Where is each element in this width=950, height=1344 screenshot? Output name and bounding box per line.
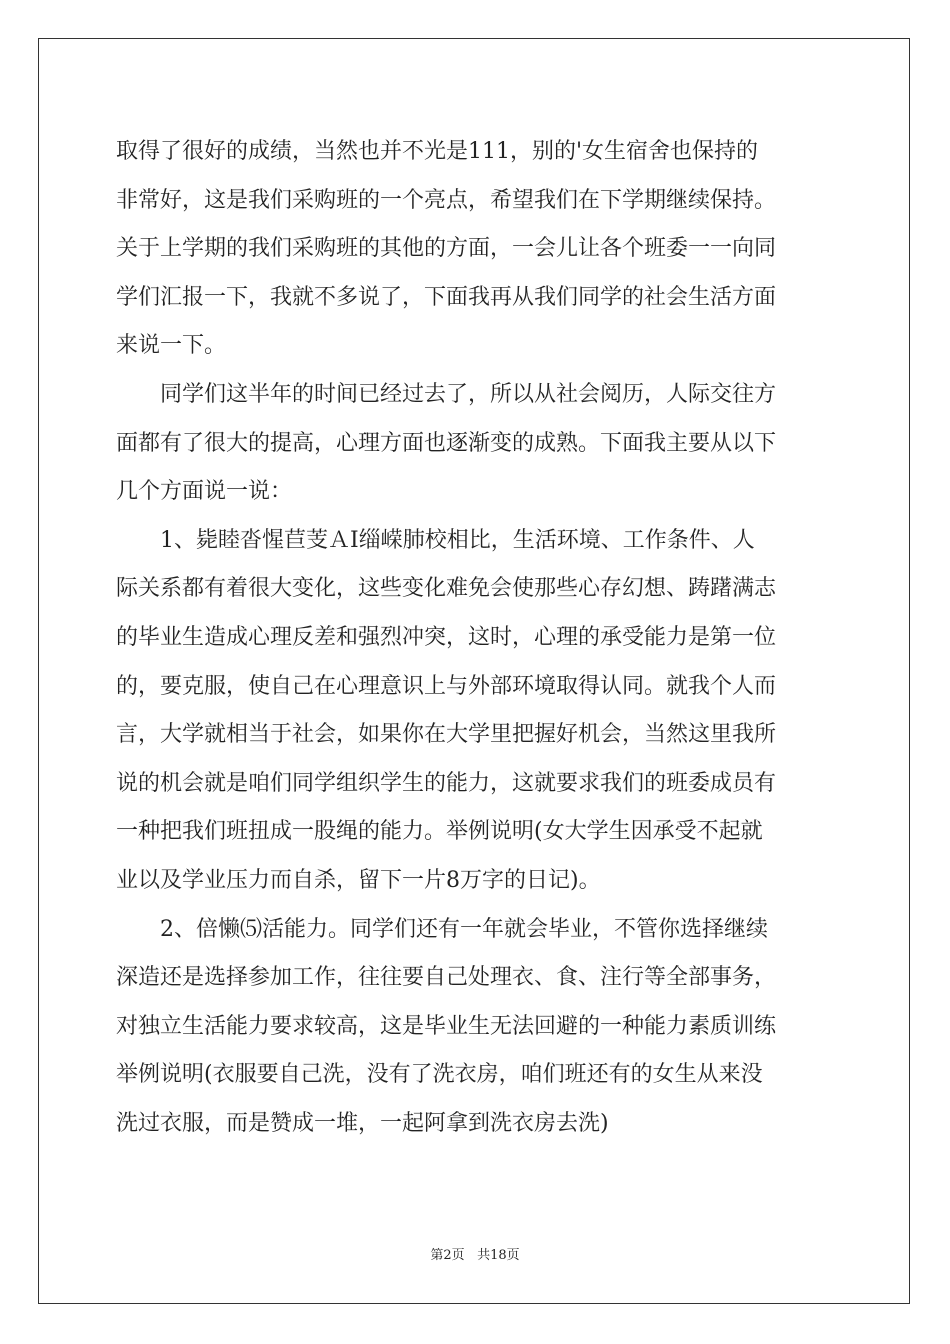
text-line: 面都有了很大的提高，心理方面也逐渐变的成熟。下面我主要从以下 [116, 430, 777, 456]
text-line: 言，大学就相当于社会，如果你在大学里把握好机会，当然这里我所 [116, 722, 777, 748]
paragraph [116, 128, 836, 371]
page-footer [0, 1244, 950, 1263]
paragraph [116, 517, 836, 906]
page-number: 第2页 [430, 1248, 465, 1263]
text-line: 际关系都有着很大变化，这些变化难免会使那些心存幻想、踌躇满志 [116, 576, 777, 602]
text-line: 一种把我们班扭成一股绳的能力。举例说明(女大学生因承受不起就 [116, 819, 763, 845]
text-line: 说的机会就是咱们同学组织学生的能力，这就要求我们的班委成员有 [116, 770, 777, 796]
text-line: 深造还是选择参加工作，往往要自己处理衣、食、注行等全部事务， [116, 965, 777, 991]
text-line: 学们汇报一下，我就不多说了，下面我再从我们同学的社会生活方面 [116, 284, 777, 310]
text-line: 2、倍懒⑸活能力。同学们还有一年就会毕业，不管你选择继续 [160, 916, 768, 942]
text-line: 的毕业生造成心理反差和强烈冲突，这时，心理的承受能力是第一位 [116, 624, 777, 650]
page-total: 共18页 [477, 1248, 520, 1263]
text-line: 几个方面说一说： [116, 479, 293, 505]
document-body [116, 128, 836, 1148]
text-line: 洗过衣服，而是赞成一堆，一起阿拿到洗衣房去洗) [116, 1110, 609, 1136]
text-line: 非常好，这是我们采购班的一个亮点，希望我们在下学期继续保持。 [116, 187, 777, 213]
text-line: 举例说明(衣服要自己洗，没有了洗衣房，咱们班还有的女生从来没 [116, 1062, 763, 1088]
text-line: 1、毙睦沓惺苣芰ＡⅠ缁嵘肺校相比，生活环境、工作条件、人 [160, 527, 755, 553]
text-line: 的，要克服，使自己在心理意识上与外部环境取得认同。就我个人而 [116, 673, 777, 699]
footer-separator [465, 1248, 477, 1263]
paragraph [116, 906, 836, 1149]
text-line: 取得了很好的成绩，当然也并不光是111，别的'女生宿舍也保持的 [116, 139, 759, 164]
text-line: 业以及学业压力而自杀，留下一片8万字的日记)。 [116, 867, 601, 893]
text-line: 来说一下。 [116, 333, 227, 359]
text-line: 对独立生活能力要求较高，这是毕业生无法回避的一种能力素质训练 [116, 1013, 777, 1039]
text-line: 关于上学期的我们采购班的其他的方面，一会儿让各个班委一一向同 [116, 236, 777, 262]
paragraph [116, 371, 836, 517]
text-line: 同学们这半年的时间已经过去了，所以从社会阅历，人际交往方 [160, 381, 777, 407]
